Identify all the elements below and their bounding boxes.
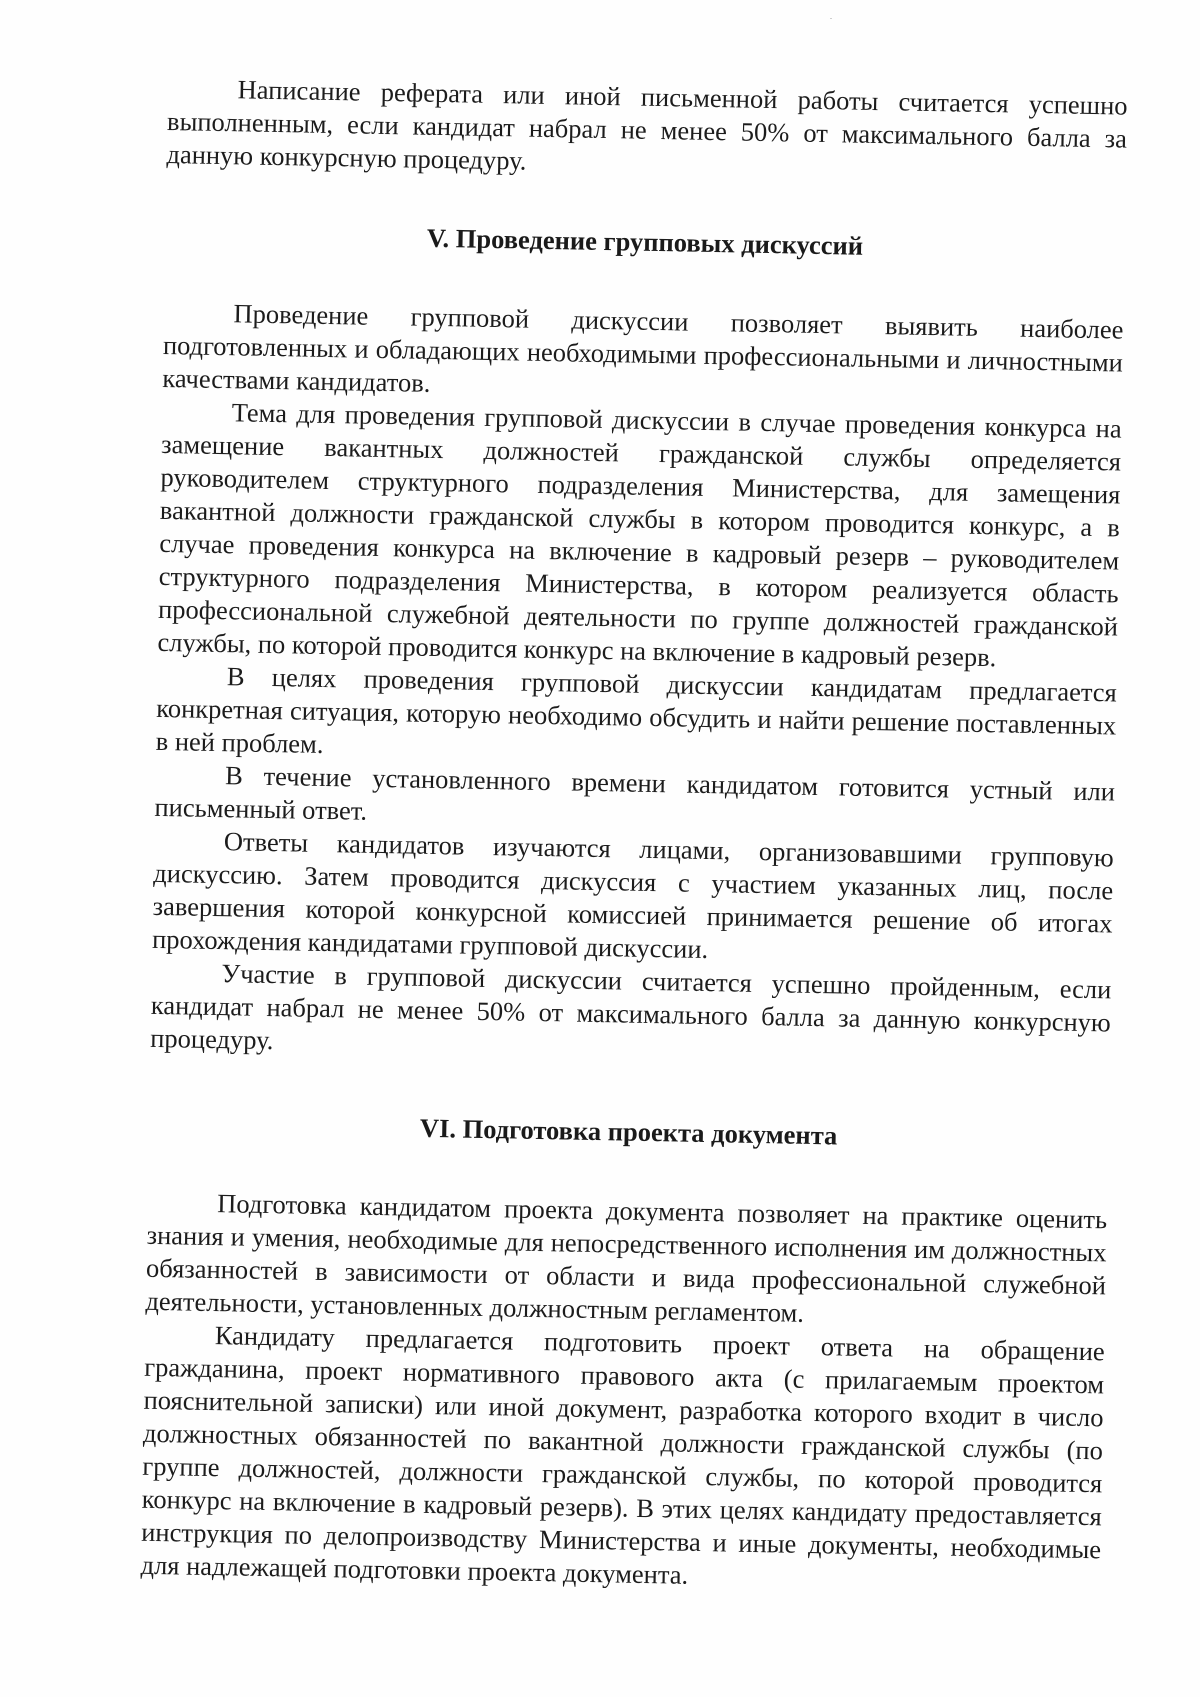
scan-speck: [830, 18, 832, 19]
document-body: [140, 72, 1128, 1599]
intro-paragraph: Написание реферата или иной письменной работы считается успешно выполненным, если кандидат набрал не менее 50% от максимального балла за данную конкурсную процедуру.: [166, 74, 1128, 176]
section-6-heading: VI. Подготовка проекта документа: [419, 1112, 838, 1151]
section-5-paragraph: Проведение групповой дискуссии позволяет выявить наиболее подготовленных и обладающих необходимыми профессиональными и личностными качествами кандидатов.: [162, 298, 1124, 398]
section-5-paragraph: Участие в групповой дискуссии считается успешно пройденным, если кандидат набрал не менее 50% от максимального балла за данную конкурсную процедуру.: [150, 958, 1112, 1056]
section-5-heading: V. Проведение групповых дискуссий: [426, 222, 864, 261]
section-6-paragraph: Кандидату предлагается подготовить проект ответа на обращение гражданина, проект нормативного правового акта (с прилагаемым проектом пояснительной записки) или иной документ, разработка которого входит в число должностных обязанностей по вакантной должности гражданской службы (по группе должностей, должности гражданской службы, по которой проводится конкурс на включение в кадровый резерв). В этих целях кандидату предоставляется инструкция по делопроизводству Министерства и иные документы, необходимые для надлежащей подготовки проекта документа.: [140, 1320, 1105, 1590]
section-5-paragraph: Ответы кандидатов изучаются лицами, организовавшими групповую дискуссию. Затем проводится дискуссия с участием указанных лиц, после завершения которой конкурсной комиссией принимается решение об итогах прохождения кандидатами групповой дискуссии.: [151, 826, 1115, 965]
section-5-paragraph: Тема для проведения групповой дискуссии в случае проведения конкурса на замещение вакантных должностей гражданской службы определяется руководителем структурного подразделения Министерства, для замещения вакантной должности гражданской службы в котором проводится конкурс, а в случае проведения конкурса на включение в кадровый резерв – руководителем структурного подразделения Министерства, в котором реализуется область профессиональной служебной деятельности по группе должностей гражданской службы, по которой проводится конкурс на включение в кадровый резерв.: [157, 397, 1122, 673]
section-5-paragraph: В целях проведения групповой дискуссии кандидатам предлагается конкретная ситуация, которую необходимо обсудить и найти решение поставленных в ней проблем.: [155, 661, 1118, 759]
section-6-paragraph: Подготовка кандидатом проекта документа позволяет на практике оценить знания и умения, необходимые для непосредственного исполнения им должностных обязанностей в зависимости от области и вида профессиональной служебной деятельности, установленных должностным регламентом.: [145, 1188, 1108, 1328]
section-5-paragraph: В течение установленного времени кандидатом готовится устный или письменный ответ.: [154, 760, 1116, 826]
